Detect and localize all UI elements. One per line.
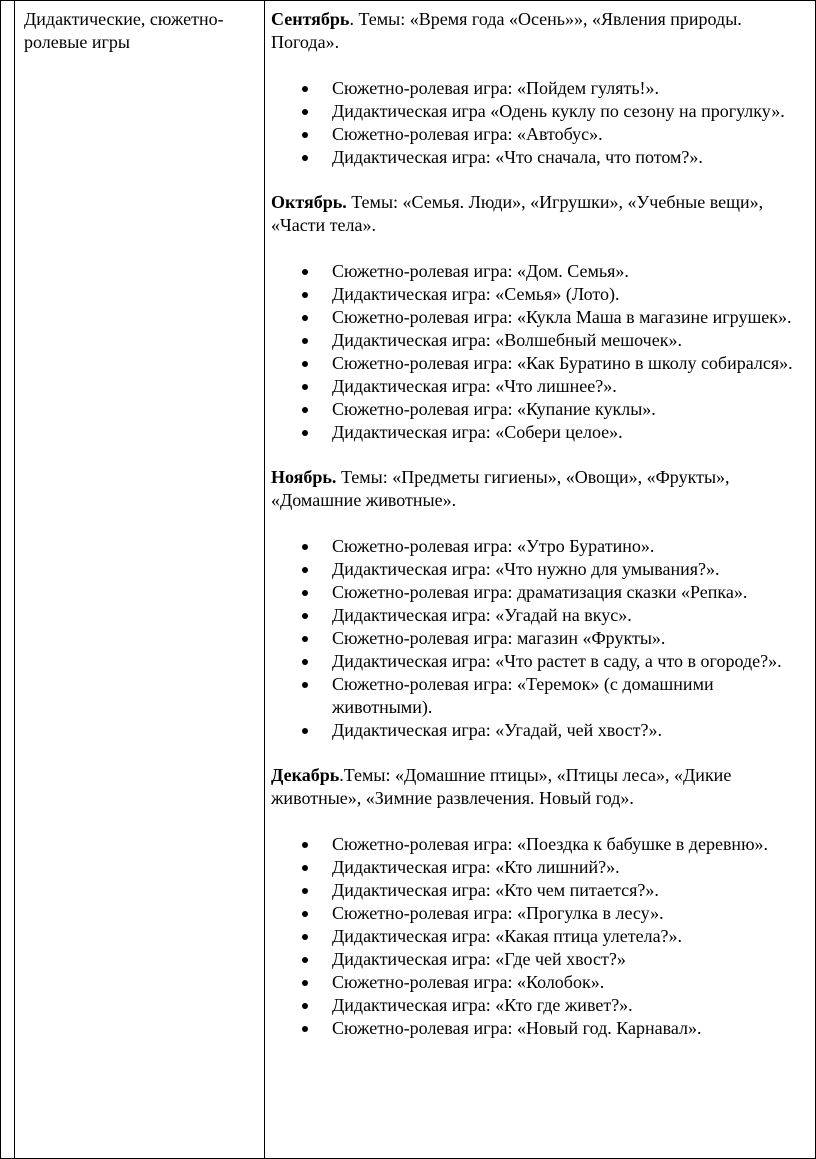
list-item	[271, 375, 807, 398]
list-item-text: Дидактическая игра: «Кто лишний?».	[332, 857, 620, 877]
list-item	[271, 283, 807, 306]
list-item-text: Сюжетно-ролевая игра: «Новый год. Карнавал».	[332, 1018, 702, 1038]
list-item-text: Сюжетно-ролевая игра: магазин «Фрукты».	[332, 628, 666, 648]
list-item-text: Сюжетно-ролевая игра: «Колобок».	[332, 972, 605, 992]
list-item	[271, 948, 807, 971]
bullet-icon	[302, 934, 308, 940]
bullet-icon	[302, 407, 308, 413]
bullet-icon	[302, 292, 308, 298]
bullet-icon	[302, 544, 308, 550]
list-item	[271, 535, 807, 558]
list-item	[271, 329, 807, 352]
monthly-plan-cell	[271, 8, 807, 1040]
bullet-icon	[302, 1026, 308, 1032]
month-block	[271, 8, 807, 169]
month-themes: Темы: «Предметы гигиены», «Овощи», «Фрукты», «Домашние животные».	[271, 467, 730, 510]
bullet-icon	[302, 865, 308, 871]
list-item-text: Сюжетно-ролевая игра: «Кукла Маша в магазине игрушек».	[332, 307, 792, 327]
table-left-border	[0, 0, 1, 1159]
list-item-text: Сюжетно-ролевая игра: «Поездка к бабушке в деревню».	[332, 834, 769, 854]
list-item-text: Дидактическая игра: «Угадай на вкус».	[332, 605, 632, 625]
month-block	[271, 764, 807, 1040]
month-name: Октябрь.	[271, 192, 347, 212]
list-item-text: Дидактическая игра «Одень куклу по сезону на прогулку».	[332, 101, 785, 121]
list-item	[271, 971, 807, 994]
list-item-text: Сюжетно-ролевая игра: «Пойдем гулять!».	[332, 78, 660, 98]
list-item	[271, 650, 807, 673]
bullet-icon	[302, 155, 308, 161]
bullet-icon	[302, 842, 308, 848]
column-divider-1	[14, 0, 15, 1159]
bullet-icon	[302, 315, 308, 321]
bullet-icon	[302, 132, 308, 138]
bullet-icon	[302, 957, 308, 963]
list-item-text: Дидактическая игра: «Какая птица улетела?».	[332, 926, 683, 946]
month-heading	[271, 191, 807, 237]
list-item-text: Дидактическая игра: «Кто чем питается?».	[332, 880, 659, 900]
list-item-text: Сюжетно-ролевая игра: «Как Буратино в школу собирался».	[332, 353, 793, 373]
table-top-border	[0, 0, 816, 1]
list-item-text: Сюжетно-ролевая игра: «Прогулка в лесу».	[332, 903, 664, 923]
list-item	[271, 1017, 807, 1040]
month-name: Декабрь	[271, 765, 340, 785]
bullet-icon	[302, 109, 308, 115]
list-item	[271, 833, 807, 856]
list-item	[271, 398, 807, 421]
category-cell: Дидактические, сюжетно-ролевые игры	[24, 9, 224, 52]
list-item	[271, 627, 807, 650]
bullet-icon	[302, 911, 308, 917]
bullet-icon	[302, 888, 308, 894]
list-item	[271, 146, 807, 169]
list-item	[271, 306, 807, 329]
bullet-icon	[302, 682, 308, 688]
list-item	[271, 673, 807, 719]
bullet-icon	[302, 728, 308, 734]
list-item-text: Дидактическая игра: «Что нужно для умывания?».	[332, 559, 720, 579]
list-item	[271, 123, 807, 146]
list-item-text: Дидактическая игра: «Что растет в саду, а что в огороде?».	[332, 651, 782, 671]
bullet-icon	[302, 86, 308, 92]
list-item-text: Сюжетно-ролевая игра: «Теремок» (с домашними животными).	[332, 674, 714, 717]
list-item	[271, 719, 807, 742]
bullet-icon	[302, 384, 308, 390]
bullet-icon	[302, 636, 308, 642]
list-item-text: Дидактическая игра: «Кто где живет?».	[332, 995, 633, 1015]
game-list	[271, 77, 807, 169]
game-list	[271, 535, 807, 742]
list-item	[271, 421, 807, 444]
list-item-text: Сюжетно-ролевая игра: драматизация сказки «Репка».	[332, 582, 748, 602]
column-divider-2	[264, 0, 265, 1159]
bullet-icon	[302, 338, 308, 344]
list-item-text: Дидактическая игра: «Угадай, чей хвост?».	[332, 720, 662, 740]
month-heading	[271, 466, 807, 512]
list-item-text: Дидактическая игра: «Собери целое».	[332, 422, 623, 442]
list-item	[271, 581, 807, 604]
list-item	[271, 902, 807, 925]
list-item-text: Дидактическая игра: «Волшебный мешочек».	[332, 330, 682, 350]
month-heading	[271, 764, 807, 810]
list-item-text: Сюжетно-ролевая игра: «Автобус».	[332, 124, 603, 144]
list-item	[271, 994, 807, 1017]
list-item	[271, 856, 807, 879]
list-item-text: Дидактическая игра: «Семья» (Лото).	[332, 284, 620, 304]
game-list	[271, 833, 807, 1040]
bullet-icon	[302, 980, 308, 986]
list-item-text: Дидактическая игра: «Что сначала, что потом?».	[332, 147, 703, 167]
month-themes: Темы: «Семья. Люди», «Игрушки», «Учебные вещи», «Части тела».	[271, 192, 764, 235]
list-item-text: Сюжетно-ролевая игра: «Купание куклы».	[332, 399, 656, 419]
bullet-icon	[302, 430, 308, 436]
list-item	[271, 604, 807, 627]
bullet-icon	[302, 659, 308, 665]
list-item	[271, 879, 807, 902]
month-block	[271, 466, 807, 742]
list-item	[271, 100, 807, 123]
bullet-icon	[302, 590, 308, 596]
bullet-icon	[302, 567, 308, 573]
bullet-icon	[302, 361, 308, 367]
month-name: Сентябрь	[271, 9, 350, 29]
bullet-icon	[302, 269, 308, 275]
bullet-icon	[302, 1003, 308, 1009]
list-item	[271, 925, 807, 948]
list-item	[271, 558, 807, 581]
list-item-text: Сюжетно-ролевая игра: «Дом. Семья».	[332, 261, 629, 281]
list-item-text: Дидактическая игра: «Что лишнее?».	[332, 376, 617, 396]
month-name: Ноябрь.	[271, 467, 337, 487]
list-item	[271, 77, 807, 100]
month-themes: . Темы: «Время года «Осень»», «Явления природы. Погода».	[271, 9, 742, 52]
month-themes: .Темы: «Домашние птицы», «Птицы леса», «Дикие животные», «Зимние развлечения. Новый год».	[271, 765, 732, 808]
month-block	[271, 191, 807, 444]
list-item	[271, 352, 807, 375]
list-item	[271, 260, 807, 283]
month-heading	[271, 8, 807, 54]
game-list	[271, 260, 807, 444]
list-item-text: Дидактическая игра: «Где чей хвост?»	[332, 949, 626, 969]
list-item-text: Сюжетно-ролевая игра: «Утро Буратино».	[332, 536, 655, 556]
bullet-icon	[302, 613, 308, 619]
